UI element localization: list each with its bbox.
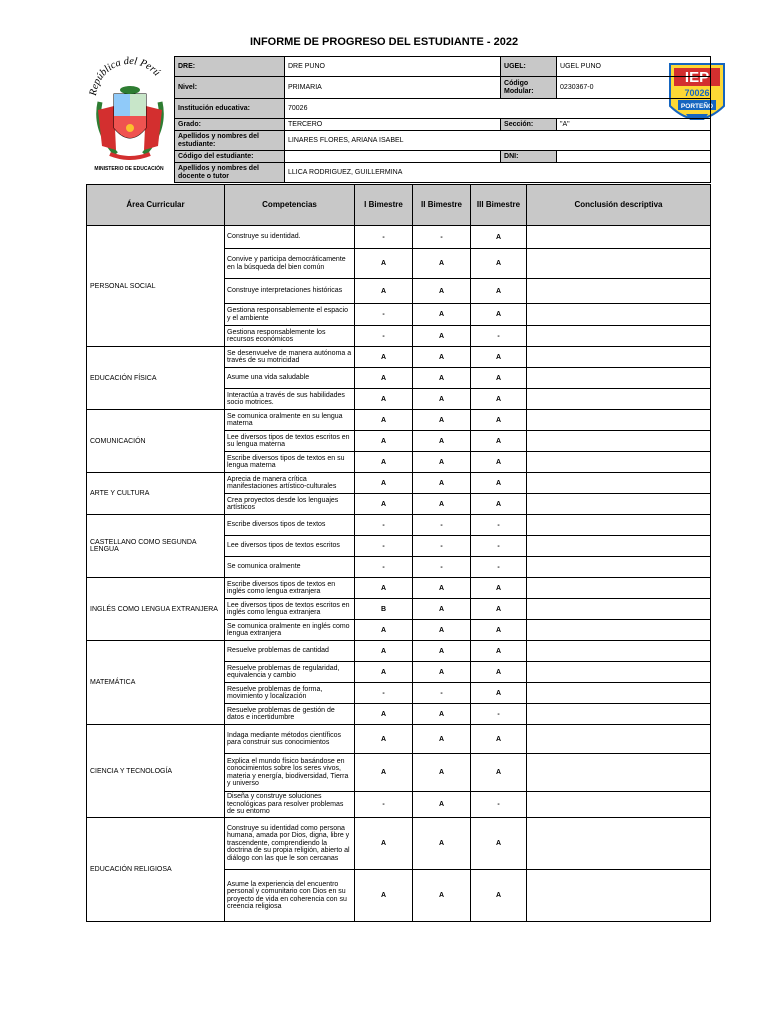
grade-bimestre-1: A [355, 725, 413, 754]
grade-bimestre-2: A [413, 704, 471, 725]
table-row [87, 578, 711, 599]
conclusion-cell [527, 410, 711, 431]
table-row [87, 641, 711, 662]
grade-bimestre-2: A [413, 410, 471, 431]
grade-bimestre-2: A [413, 452, 471, 473]
header-area: Área Curricular [87, 185, 225, 226]
competencia-text: Convive y participa democráticamente en la búsqueda del bien común [225, 249, 355, 279]
grade-bimestre-2: A [413, 326, 471, 347]
grade-bimestre-1: A [355, 704, 413, 725]
conclusion-cell [527, 870, 711, 922]
grade-bimestre-3: - [471, 792, 527, 818]
dre-label: DRE: [175, 57, 285, 77]
grade-bimestre-2: A [413, 754, 471, 792]
grade-bimestre-2: A [413, 494, 471, 515]
conclusion-cell [527, 704, 711, 725]
conclusion-cell [527, 347, 711, 368]
competencia-text: Escribe diversos tipos de textos [225, 515, 355, 536]
competencia-text: Construye interpretaciones históricas [225, 279, 355, 304]
grade-bimestre-3: A [471, 473, 527, 494]
seccion-value: "A" [557, 119, 711, 131]
grade-bimestre-3: - [471, 704, 527, 725]
area-name: COMUNICACIÓN [87, 410, 225, 473]
grade-bimestre-1: A [355, 249, 413, 279]
grade-bimestre-3: A [471, 279, 527, 304]
competencia-text: Escribe diversos tipos de textos en su lengua materna [225, 452, 355, 473]
institucion-value: 70026 [285, 99, 711, 119]
logo-caption: MINISTERIO DE EDUCACIÓN [94, 166, 164, 170]
table-row [87, 473, 711, 494]
competencia-text: Se comunica oralmente en su lengua materna [225, 410, 355, 431]
competencia-text: Lee diversos tipos de textos escritos en su lengua materna [225, 431, 355, 452]
seccion-label: Sección: [501, 119, 557, 131]
grade-bimestre-2: - [413, 515, 471, 536]
grade-bimestre-1: - [355, 557, 413, 578]
grade-bimestre-2: - [413, 536, 471, 557]
grade-bimestre-2: A [413, 347, 471, 368]
conclusion-cell [527, 226, 711, 249]
competencia-text: Resuelve problemas de forma, movimiento y localización [225, 683, 355, 704]
competencia-text: Interactúa a través de sus habilidades socio motrices. [225, 389, 355, 410]
emblem-number: 70026 [684, 88, 710, 98]
grade-bimestre-3: A [471, 683, 527, 704]
grade-bimestre-1: - [355, 515, 413, 536]
conclusion-cell [527, 536, 711, 557]
grade-bimestre-2: A [413, 662, 471, 683]
emblem-bottom-text: PORTEÑO [680, 103, 714, 110]
table-row [87, 725, 711, 754]
grade-bimestre-3: A [471, 599, 527, 620]
grado-label: Grado: [175, 119, 285, 131]
grade-bimestre-3: A [471, 431, 527, 452]
teacher-label: Apellidos y nombres del docente o tutor [175, 163, 285, 183]
grade-bimestre-2: A [413, 641, 471, 662]
grade-bimestre-3: - [471, 515, 527, 536]
grade-bimestre-3: A [471, 389, 527, 410]
header-bimestre-2: II Bimestre [413, 185, 471, 226]
header-competencias: Competencias [225, 185, 355, 226]
area-name: INGLÉS COMO LENGUA EXTRANJERA [87, 578, 225, 641]
codigo-modular-value: 0230367-0 [557, 77, 711, 99]
ugel-value: UGEL PUNO [557, 57, 711, 77]
grade-bimestre-2: A [413, 304, 471, 326]
competencia-text: Resuelve problemas de regularidad, equivalencia y cambio [225, 662, 355, 683]
grade-bimestre-1: A [355, 389, 413, 410]
grade-bimestre-1: A [355, 641, 413, 662]
conclusion-cell [527, 515, 711, 536]
table-row [87, 818, 711, 870]
grade-bimestre-3: A [471, 304, 527, 326]
grades-table [86, 184, 711, 922]
conclusion-cell [527, 792, 711, 818]
student-name-label: Apellidos y nombres del estudiante: [175, 131, 285, 151]
conclusion-cell [527, 389, 711, 410]
table-row [87, 347, 711, 368]
competencia-text: Crea proyectos desde los lenguajes artísticos [225, 494, 355, 515]
coat-of-arms-logo [86, 50, 172, 170]
header-conclusion: Conclusión descriptiva [527, 185, 711, 226]
conclusion-cell [527, 279, 711, 304]
student-name-value: LINARES FLORES, ARIANA ISABEL [285, 131, 711, 151]
grade-bimestre-2: A [413, 578, 471, 599]
grade-bimestre-3: A [471, 662, 527, 683]
grade-bimestre-1: A [355, 870, 413, 922]
grade-bimestre-2: A [413, 620, 471, 641]
grade-bimestre-3: A [471, 641, 527, 662]
grade-bimestre-3: A [471, 368, 527, 389]
grade-bimestre-1: A [355, 578, 413, 599]
conclusion-cell [527, 641, 711, 662]
grade-bimestre-2: A [413, 725, 471, 754]
conclusion-cell [527, 662, 711, 683]
ugel-label: UGEL: [501, 57, 557, 77]
grade-bimestre-1: A [355, 662, 413, 683]
grade-bimestre-1: - [355, 326, 413, 347]
logo-arc-text: República del Perú [88, 55, 162, 97]
grade-bimestre-2: A [413, 368, 471, 389]
grade-bimestre-2: A [413, 279, 471, 304]
grade-bimestre-1: - [355, 226, 413, 249]
table-row [87, 515, 711, 536]
grade-bimestre-2: A [413, 818, 471, 870]
conclusion-cell [527, 494, 711, 515]
competencia-text: Resuelve problemas de gestión de datos e incertidumbre [225, 704, 355, 725]
competencia-text: Gestiona responsablemente el espacio y el ambiente [225, 304, 355, 326]
area-name: CIENCIA Y TECNOLOGÍA [87, 725, 225, 818]
table-row [87, 410, 711, 431]
codigo-modular-label: Código Modular: [501, 77, 557, 99]
grade-bimestre-1: A [355, 410, 413, 431]
grade-bimestre-3: A [471, 226, 527, 249]
area-name: EDUCACIÓN RELIGIOSA [87, 818, 225, 922]
conclusion-cell [527, 599, 711, 620]
grade-bimestre-1: A [355, 431, 413, 452]
competencia-text: Diseña y construye soluciones tecnológicas para resolver problemas de su entorno [225, 792, 355, 818]
grade-bimestre-2: A [413, 870, 471, 922]
conclusion-cell [527, 249, 711, 279]
competencia-text: Lee diversos tipos de textos escritos en inglés como lengua extranjera [225, 599, 355, 620]
conclusion-cell [527, 431, 711, 452]
grade-bimestre-3: A [471, 452, 527, 473]
conclusion-cell [527, 725, 711, 754]
grade-bimestre-3: A [471, 347, 527, 368]
grade-bimestre-1: A [355, 754, 413, 792]
grade-bimestre-3: A [471, 870, 527, 922]
grade-bimestre-2: - [413, 683, 471, 704]
nivel-value: PRIMARIA [285, 77, 501, 99]
grade-bimestre-2: A [413, 473, 471, 494]
grade-bimestre-2: A [413, 431, 471, 452]
conclusion-cell [527, 620, 711, 641]
competencia-text: Escribe diversos tipos de textos en inglés como lengua extranjera [225, 578, 355, 599]
conclusion-cell [527, 557, 711, 578]
grade-bimestre-1: A [355, 347, 413, 368]
grade-bimestre-3: A [471, 754, 527, 792]
conclusion-cell [527, 578, 711, 599]
area-name: MATEMÁTICA [87, 641, 225, 725]
competencia-text: Resuelve problemas de cantidad [225, 641, 355, 662]
competencia-text: Explica el mundo físico basándose en conocimientos sobre los seres vivos, materia y energía, biodiversidad, Tierra y universo [225, 754, 355, 792]
grade-bimestre-1: A [355, 620, 413, 641]
competencia-text: Lee diversos tipos de textos escritos [225, 536, 355, 557]
conclusion-cell [527, 754, 711, 792]
emblem-top-text: IEP [684, 69, 710, 86]
area-name: PERSONAL SOCIAL [87, 226, 225, 347]
area-name: CASTELLANO COMO SEGUNDA LENGUA [87, 515, 225, 578]
competencia-text: Construye su identidad como persona humana, amada por Dios, digna, libre y trascendente, comprendiendo la doctrina de su propia religión, abierto al diálogo con las que le son cercanas [225, 818, 355, 870]
grade-bimestre-3: A [471, 818, 527, 870]
institucion-label: Institución educativa: [175, 99, 285, 119]
header-bimestre-3: III Bimestre [471, 185, 527, 226]
grade-bimestre-1: A [355, 473, 413, 494]
conclusion-cell [527, 304, 711, 326]
grade-bimestre-2: - [413, 226, 471, 249]
report-title: INFORME DE PROGRESO DEL ESTUDIANTE - 2022 [249, 36, 519, 48]
grade-bimestre-2: A [413, 599, 471, 620]
competencia-text: Gestiona responsablemente los recursos económicos [225, 326, 355, 347]
grade-bimestre-3: A [471, 410, 527, 431]
grade-bimestre-2: A [413, 249, 471, 279]
grade-bimestre-3: A [471, 494, 527, 515]
grade-bimestre-1: A [355, 368, 413, 389]
header-bimestre-1: I Bimestre [355, 185, 413, 226]
nivel-label: Nivel: [175, 77, 285, 99]
grade-bimestre-3: - [471, 536, 527, 557]
grade-bimestre-1: - [355, 792, 413, 818]
dre-value: DRE PUNO [285, 57, 501, 77]
dni-label: DNI: [501, 151, 557, 163]
conclusion-cell [527, 452, 711, 473]
competencia-text: Se desenvuelve de manera autónoma a través de su motricidad [225, 347, 355, 368]
student-info-table [174, 56, 714, 183]
conclusion-cell [527, 368, 711, 389]
grade-bimestre-2: A [413, 389, 471, 410]
grade-bimestre-1: A [355, 452, 413, 473]
grade-bimestre-1: A [355, 818, 413, 870]
grado-value: TERCERO [285, 119, 501, 131]
student-code-value [285, 151, 501, 163]
grade-bimestre-1: B [355, 599, 413, 620]
grade-bimestre-3: A [471, 578, 527, 599]
competencia-text: Se comunica oralmente [225, 557, 355, 578]
area-name: EDUCACIÓN FÍSICA [87, 347, 225, 410]
competencia-text: Asume la experiencia del encuentro personal y comunitario con Dios en su proyecto de vida en coherencia con su creencia religiosa [225, 870, 355, 922]
grade-bimestre-3: A [471, 249, 527, 279]
competencia-text: Asume una vida saludable [225, 368, 355, 389]
grade-bimestre-3: - [471, 326, 527, 347]
teacher-value: LLICA RODRIGUEZ, GUILLERMINA [285, 163, 711, 183]
student-code-label: Código del estudiante: [175, 151, 285, 163]
conclusion-cell [527, 326, 711, 347]
area-name: ARTE Y CULTURA [87, 473, 225, 515]
grade-bimestre-1: - [355, 536, 413, 557]
grade-bimestre-3: A [471, 620, 527, 641]
grade-bimestre-1: - [355, 683, 413, 704]
competencia-text: Construye su identidad. [225, 226, 355, 249]
competencia-text: Se comunica oralmente en inglés como lengua extranjera [225, 620, 355, 641]
grade-bimestre-1: - [355, 304, 413, 326]
grade-bimestre-1: A [355, 494, 413, 515]
dni-value [557, 151, 711, 163]
competencia-text: Aprecia de manera crítica manifestaciones artístico-culturales [225, 473, 355, 494]
conclusion-cell [527, 818, 711, 870]
grade-bimestre-1: A [355, 279, 413, 304]
competencia-text: Indaga mediante métodos científicos para construir sus conocimientos [225, 725, 355, 754]
grade-bimestre-2: A [413, 792, 471, 818]
conclusion-cell [527, 473, 711, 494]
conclusion-cell [527, 683, 711, 704]
grade-bimestre-2: - [413, 557, 471, 578]
table-row [87, 226, 711, 249]
grade-bimestre-3: - [471, 557, 527, 578]
grade-bimestre-3: A [471, 725, 527, 754]
